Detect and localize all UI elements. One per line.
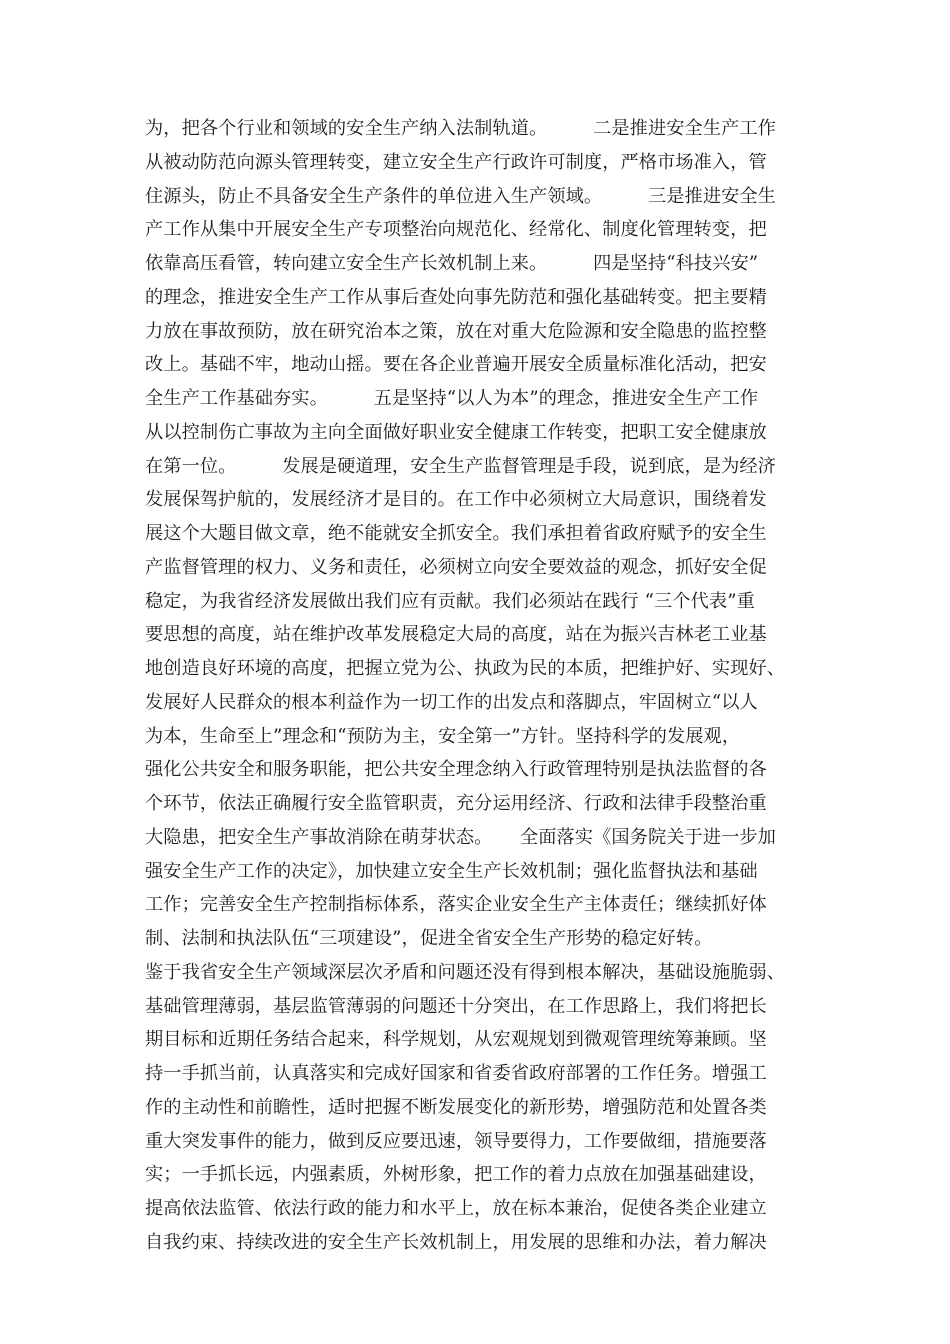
text-line: 为本，生命至上”理念和“预防为主，安全第一”方针。坚持科学的发展观， [145, 725, 741, 747]
text-line: 依靠高压看管，转向建立安全生产长效机制上来。 四是坚持“科技兴安” [145, 253, 759, 274]
text-line: 产监督管理的权力、义务和责任，必须树立向安全要效益的观念，抓好安全促 [145, 556, 767, 578]
text-line: 大隐患，把安全生产事故消除在萌芽状态。 全面落实《国务院关于进一步加 [145, 826, 776, 848]
text-line: 提高依法监管、依法行政的能力和水平上，放在标本兼治，促使各类企业建立 [145, 1198, 767, 1219]
text-line: 自我约束、持续改进的安全生产长效机制上，用发展的思维和办法，着力解决 [145, 1231, 767, 1253]
text-line: 鉴于我省安全生产领域深层次矛盾和问题还没有得到根本解决，基础设施脆弱、 [145, 961, 786, 983]
text-line: 地创造良好环境的高度，把握立党为公、执政为民的本质，把维护好、实现好、 [145, 658, 786, 679]
text-line: 改上。基础不牢，地动山摇。要在各企业普遍开展安全质量标准化活动，把安 [145, 354, 767, 376]
text-line: 在第一位。 发展是硬道理，安全生产监督管理是手段，说到底，是为经济 [145, 455, 776, 477]
text-line: 发展好人民群众的根本利益作为一切工作的出发点和落脚点，牢固树立“以人 [145, 691, 758, 713]
text-line: 持一手抓当前，认真落实和完成好国家和省委省政府部署的工作任务。增强工 [145, 1063, 767, 1084]
text-line: 展这个大题目做文章，绝不能就安全抓安全。我们承担着省政府赋予的安全生 [145, 523, 767, 544]
text-line: 实；一手抓长远，内强素质，外树形象，把工作的着力点放在加强基础建设， [145, 1164, 767, 1186]
text-line: 强安全生产工作的决定》，加快建立安全生产长效机制；强化监督执法和基础 [145, 860, 758, 882]
text-line: 个环节，依法正确履行安全监管职责，充分运用经济、行政和法律手段整治重 [145, 793, 767, 814]
text-line: 强化公共安全和服务职能，把公共安全理念纳入行政管理特别是执法监督的各 [145, 759, 767, 781]
text-line: 重大突发事件的能力，做到反应要迅速，领导要得力，工作要做细，措施要落 [145, 1130, 767, 1152]
text-line: 发展保驾护航的，发展经济才是目的。在工作中必须树立大局意识，围绕着发 [145, 489, 767, 511]
text-line: 从被动防范向源头管理转变，建立安全生产行政许可制度，严格市场准入，管 [145, 151, 767, 173]
text-line: 为，把各个行业和领域的安全生产纳入法制轨道。 二是推进安全生产工作 [145, 118, 776, 139]
text-line: 作的主动性和前瞻性，适时把握不断发展变化的新形势，增强防范和处置各类 [145, 1096, 767, 1118]
text-line: 要思想的高度，站在维护改革发展稳定大局的高度，站在为振兴吉林老工业基 [145, 624, 767, 646]
text-line: 制、法制和执法队伍“三项建设”，促进全省安全生产形势的稳定好转。 [145, 928, 713, 949]
text-line: 住源头，防止不具备安全生产条件的单位进入生产领域。 三是推进安全生 [145, 185, 776, 207]
text-line: 稳定，为我省经济发展做出我们应有贡献。我们必须站在践行 “三个代表”重 [145, 590, 755, 612]
text-line: 全生产工作基础夯实。 五是坚持“以人为本”的理念，推进安全生产工作 [145, 388, 759, 409]
text-line: 力放在事故预防，放在研究治本之策，放在对重大危险源和安全隐患的监控整 [145, 320, 767, 342]
body-text [145, 112, 810, 1260]
text-line: 产工作从集中开展安全生产专项整治向规范化、经常化、制度化管理转变，把 [145, 219, 767, 241]
text-line: 工作；完善安全生产控制指标体系，落实企业安全生产主体责任；继续抓好体 [145, 894, 767, 916]
text-line: 基础管理薄弱，基层监管薄弱的问题还十分突出，在工作思路上，我们将把长 [145, 995, 767, 1017]
text-line: 的理念，推进安全生产工作从事后查处向事先防范和强化基础转变。把主要精 [145, 286, 767, 308]
text-line: 从以控制伤亡事故为主向全面做好职业安全健康工作转变，把职工安全健康放 [145, 421, 767, 443]
text-line: 期目标和近期任务结合起来，科学规划，从宏观规划到微观管理统筹兼顾。坚 [145, 1029, 767, 1051]
